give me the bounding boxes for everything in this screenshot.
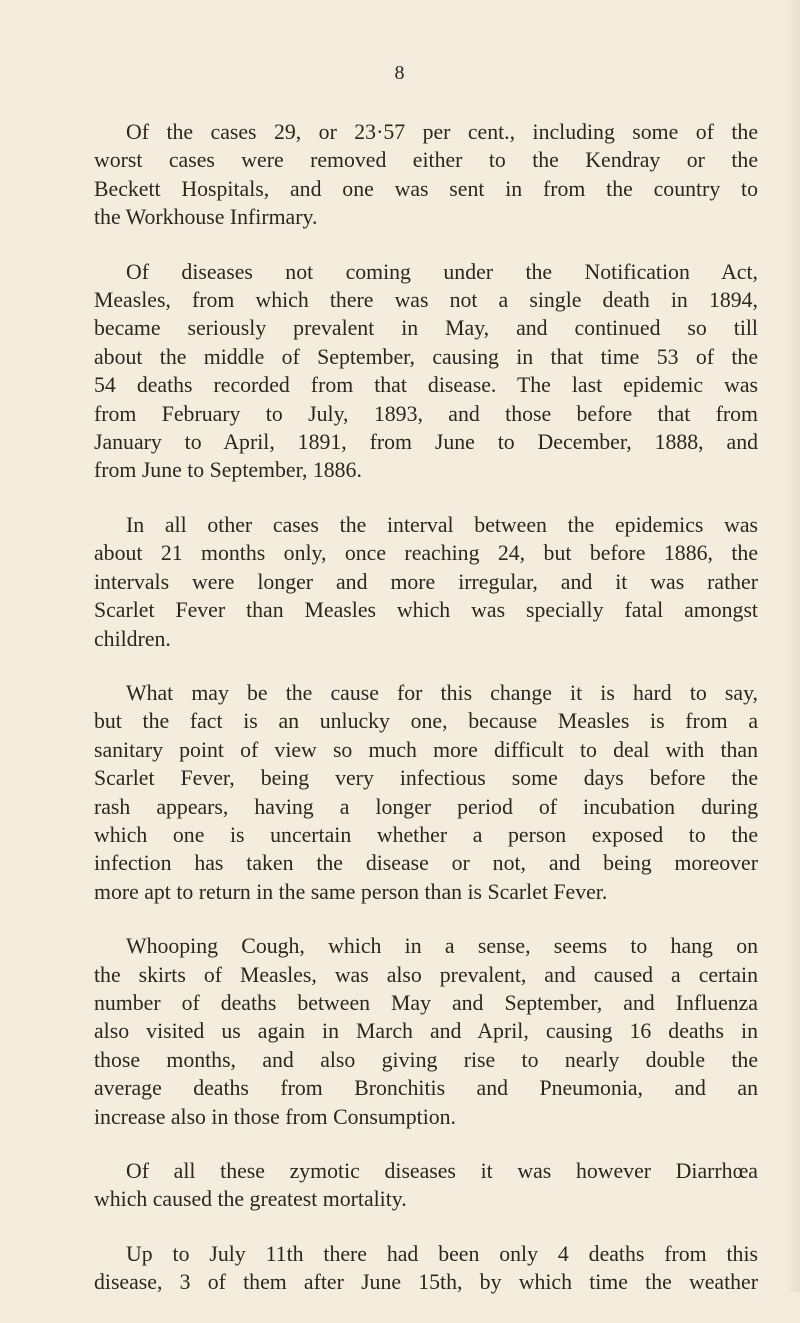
text-line: number of deaths between May and September, and Influenza: [94, 990, 758, 1015]
text-line: Up to July 11th there had been only 4 deaths from this: [126, 1241, 758, 1266]
text-line: Of diseases not coming under the Notification Act,: [126, 259, 758, 284]
text-line: also visited us again in March and April, causing 16 deaths in: [94, 1019, 758, 1044]
text-line: but the fact is an unlucky one, because Measles is from a: [94, 709, 758, 734]
text-line: sanitary point of view so much more difficult to deal with than: [94, 737, 758, 762]
text-line: 54 deaths recorded from that disease. The last epidemic was: [94, 373, 758, 398]
text-line: about 21 months only, once reaching 24, but before 1886, the: [94, 541, 758, 566]
paragraph-epidemic-interval: [94, 511, 758, 653]
text-line: In all other cases the interval between the epidemics was: [126, 512, 758, 537]
text-line: which caused the greatest mortality.: [94, 1187, 407, 1212]
text-line: children.: [94, 626, 171, 651]
text-line: rash appears, having a longer period of incubation during: [94, 794, 758, 819]
text-line: Measles, from which there was not a single death in 1894,: [94, 288, 758, 313]
text-line: the skirts of Measles, was also prevalent, and caused a certain: [94, 962, 758, 987]
text-line: January to April, 1891, from June to December, 1888, and: [94, 430, 758, 455]
paragraph-cause-of-change: [94, 679, 758, 906]
text-line: Of the cases 29, or 23·57 per cent., including some of the: [126, 120, 758, 144]
text-line: the Workhouse Infirmary.: [94, 205, 318, 230]
text-line: became seriously prevalent in May, and continued so till: [94, 316, 758, 341]
text-line: What may be the cause for this change it is hard to say,: [126, 680, 758, 705]
text-line: those months, and also giving rise to nearly double the: [94, 1047, 758, 1072]
text-line: Beckett Hospitals, and one was sent in from the country to: [94, 176, 758, 201]
paragraph-measles: [94, 258, 758, 485]
text-line: Scarlet Fever, being very infectious some days before the: [94, 766, 758, 791]
text-line: about the middle of September, causing in that time 53 of the: [94, 344, 758, 369]
paragraph-july-deaths: [94, 1240, 758, 1297]
text-line: average deaths from Bronchitis and Pneumonia, and an: [94, 1076, 758, 1101]
text-line: increase also in those from Consumption.: [94, 1104, 457, 1129]
paragraph-cases-removed: [94, 118, 758, 232]
paragraph-diarrhoea: [94, 1157, 758, 1214]
text-line: from June to September, 1886.: [94, 458, 362, 483]
text-line: infection has taken the disease or not, and being moreover: [94, 851, 758, 876]
paragraph-whooping-cough: [94, 932, 758, 1131]
text-line: disease, 3 of them after June 15th, by which time the weather: [94, 1270, 758, 1295]
text-line: intervals were longer and more irregular, and it was rather: [94, 569, 758, 594]
text-line: more apt to return in the same person than is Scarlet Fever.: [94, 879, 608, 904]
text-line: Of all these zymotic diseases it was however Diarrhœa: [126, 1159, 758, 1183]
text-line: Whooping Cough, which in a sense, seems to hang on: [126, 934, 758, 959]
text-line: Scarlet Fever than Measles which was specially fatal amongst: [94, 598, 758, 623]
text-line: which one is uncertain whether a person exposed to the: [94, 822, 758, 847]
text-line: worst cases were removed either to the Kendray or the: [94, 148, 758, 173]
text-line: from February to July, 1893, and those before that from: [94, 401, 758, 426]
body-text: [94, 118, 758, 1323]
page-number: 8: [394, 62, 406, 84]
